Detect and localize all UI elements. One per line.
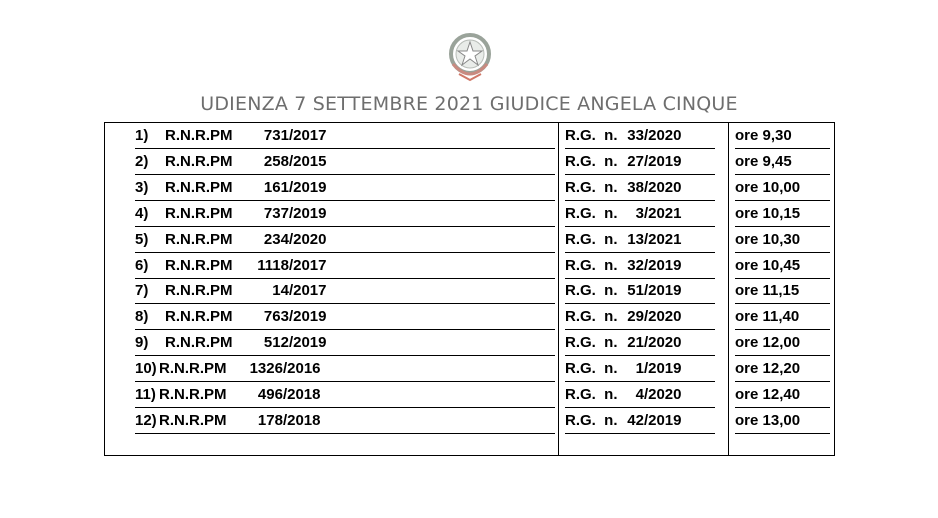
rnr-cell	[135, 202, 555, 227]
row-number: 3)	[135, 178, 149, 196]
rg-cell	[565, 254, 715, 279]
table-row	[105, 279, 836, 305]
rg-label: R.G. n.	[565, 127, 618, 144]
table-row	[105, 254, 836, 280]
rnr-cell	[135, 357, 555, 382]
row-number: 1)	[135, 127, 149, 144]
time-cell: ore 9,45	[735, 150, 830, 175]
rnr-number: 731/2017	[263, 127, 327, 144]
time-cell: ore 9,30	[735, 124, 830, 149]
rnr-cell	[135, 228, 555, 253]
rnr-cell	[135, 254, 555, 279]
rg-label: R.G. n.	[565, 386, 618, 403]
page-title: UDIENZA 7 SETTEMBRE 2021 GIUDICE ANGELA CINQUE	[200, 93, 738, 115]
table-row	[105, 124, 836, 150]
rg-cell	[565, 150, 715, 175]
rg-number: 32/2019	[627, 256, 682, 274]
rg-label: R.G. n.	[565, 178, 618, 196]
rg-number: 3/2021	[635, 204, 682, 222]
row-number: 8)	[135, 308, 149, 326]
rg-number: 1/2019	[635, 360, 682, 378]
row-number: 6)	[135, 256, 149, 274]
rg-label: R.G. n.	[565, 282, 618, 300]
rg-cell	[565, 357, 715, 382]
time-cell: ore 12,00	[735, 331, 830, 356]
rnr-label: R.N.R.PM	[165, 334, 233, 352]
time-cell: ore 10,45	[735, 254, 830, 279]
row-number: 5)	[135, 230, 149, 248]
italian-republic-emblem-icon	[443, 28, 497, 86]
rnr-label: R.N.R.PM	[165, 152, 233, 170]
table-row	[105, 357, 836, 383]
row-number: 7)	[135, 282, 149, 300]
rnr-label: R.N.R.PM	[165, 230, 233, 248]
rnr-number: 161/2019	[263, 178, 327, 196]
rg-label: R.G. n.	[565, 230, 618, 248]
time-cell: ore 10,30	[735, 228, 830, 253]
rnr-number: 178/2018	[257, 411, 321, 429]
row-number: 12)	[135, 411, 157, 429]
rg-number: 42/2019	[627, 411, 682, 429]
rg-label: R.G. n.	[565, 334, 618, 352]
rnr-label: R.N.R.PM	[159, 411, 227, 429]
rg-label: R.G. n.	[565, 308, 618, 326]
rg-label: R.G. n.	[565, 204, 618, 222]
rnr-cell	[135, 124, 555, 149]
rnr-cell	[135, 305, 555, 330]
rg-cell	[565, 202, 715, 227]
rg-label: R.G. n.	[565, 256, 618, 274]
row-number: 4)	[135, 204, 149, 222]
rg-cell	[565, 383, 715, 408]
rg-number: 13/2021	[627, 230, 682, 248]
rnr-cell	[135, 383, 555, 408]
table-row	[105, 383, 836, 409]
rnr-cell	[135, 331, 555, 356]
rnr-number: 258/2015	[263, 152, 327, 170]
row-number: 11)	[135, 386, 156, 403]
rg-cell	[565, 331, 715, 356]
table-row	[105, 228, 836, 254]
time-cell: ore 10,00	[735, 176, 830, 201]
rnr-label: R.N.R.PM	[159, 386, 227, 403]
rg-label: R.G. n.	[565, 411, 618, 429]
rnr-number: 1326/2016	[249, 360, 321, 378]
time-cell: ore 11,15	[735, 279, 830, 304]
rg-number: 4/2020	[635, 386, 682, 403]
rnr-number: 14/2017	[272, 282, 327, 300]
rnr-number: 512/2019	[263, 334, 327, 352]
table-row	[105, 202, 836, 228]
table-row	[105, 176, 836, 202]
rg-number: 38/2020	[627, 178, 682, 196]
rnr-label: R.N.R.PM	[165, 127, 233, 144]
rg-cell	[565, 176, 715, 201]
table-row	[105, 305, 836, 331]
time-cell: ore 13,00	[735, 409, 830, 434]
rnr-number: 234/2020	[263, 230, 327, 248]
rg-label: R.G. n.	[565, 152, 618, 170]
time-cell: ore 12,40	[735, 383, 830, 408]
hearing-schedule-table	[104, 122, 835, 456]
rg-cell	[565, 279, 715, 304]
table-row	[105, 331, 836, 357]
rnr-label: R.N.R.PM	[165, 308, 233, 326]
table-row	[105, 409, 836, 435]
rnr-number: 737/2019	[263, 204, 327, 222]
time-cell: ore 12,20	[735, 357, 830, 382]
row-number: 2)	[135, 152, 149, 170]
rnr-number: 496/2018	[257, 386, 321, 403]
rnr-label: R.N.R.PM	[159, 360, 227, 378]
rnr-label: R.N.R.PM	[165, 256, 233, 274]
rnr-number: 763/2019	[263, 308, 327, 326]
rnr-cell	[135, 150, 555, 175]
rnr-label: R.N.R.PM	[165, 178, 233, 196]
rg-number: 33/2020	[627, 127, 682, 144]
row-number: 9)	[135, 334, 149, 352]
rg-label: R.G. n.	[565, 360, 618, 378]
rg-number: 27/2019	[627, 152, 682, 170]
rg-cell	[565, 409, 715, 434]
rnr-label: R.N.R.PM	[165, 282, 233, 300]
rg-cell	[565, 305, 715, 330]
rnr-cell	[135, 409, 555, 434]
time-cell: ore 11,40	[735, 305, 830, 330]
rg-cell	[565, 124, 715, 149]
rg-number: 21/2020	[627, 334, 682, 352]
time-cell: ore 10,15	[735, 202, 830, 227]
rnr-number: 1118/2017	[257, 256, 327, 274]
rnr-label: R.N.R.PM	[165, 204, 233, 222]
rnr-cell	[135, 279, 555, 304]
rnr-cell	[135, 176, 555, 201]
rg-cell	[565, 228, 715, 253]
rg-number: 51/2019	[627, 282, 682, 300]
rg-number: 29/2020	[627, 308, 682, 326]
row-number: 10)	[135, 360, 157, 378]
table-row	[105, 150, 836, 176]
